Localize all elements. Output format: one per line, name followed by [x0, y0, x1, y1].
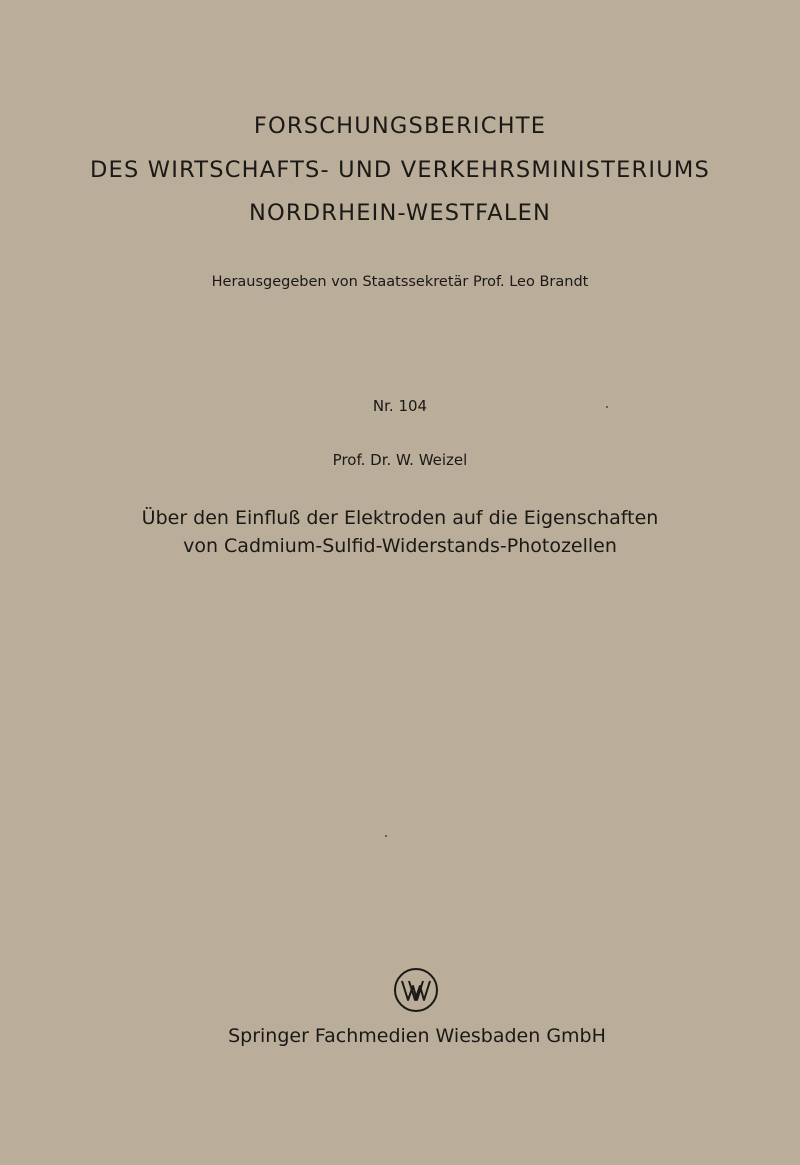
series-title-line-1: FORSCHUNGSBERICHTE	[253, 113, 547, 139]
publisher-name: Springer Fachmedien Wiesbaden GmbH	[228, 1025, 606, 1047]
author-name: Prof. Dr. W. Weizel	[332, 451, 468, 469]
paper-speck	[606, 406, 608, 408]
editor-line: Herausgegeben von Staatssekretär Prof. Leo Brandt	[211, 274, 589, 290]
springer-ww-logo-icon	[393, 967, 439, 1013]
work-title-line-1: Über den Einfluß der Elektroden auf die Eigenschaften	[141, 507, 659, 529]
series-title-line-2: DES WIRTSCHAFTS- UND VERKEHRSMINISTERIUMS	[90, 157, 710, 183]
volume-number: Nr. 104	[372, 397, 428, 415]
work-title-line-2: von Cadmium-Sulfid-Widerstands-Photozellen	[183, 535, 617, 557]
paper-speck	[385, 835, 387, 837]
series-title-line-3: NORDRHEIN-WESTFALEN	[248, 200, 552, 226]
